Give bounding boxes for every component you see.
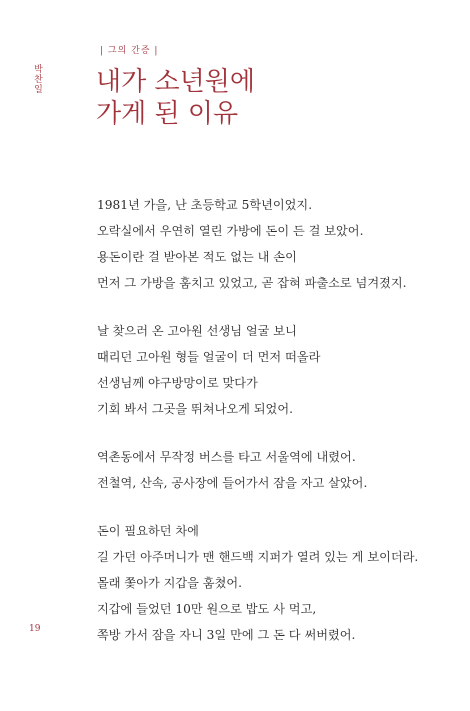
poem-line: 돈이 필요하던 차에 [97,524,199,538]
poem-line: 용돈이란 걸 받아본 적도 없는 내 손이 [97,250,297,264]
poem-line: 지갑에 들었던 10만 원으로 밥도 사 먹고, [97,602,317,616]
poem-line: 1981년 가을, 난 초등학교 5학년이었지. [97,198,313,212]
section-tag: | 그의 간증 | [100,46,159,56]
poem-line: 먼저 그 가방을 훔치고 있었고, 곧 잡혀 파출소로 넘겨졌지. [97,276,407,290]
title-line-2: 가게 된 이유 [96,99,239,129]
poem-body [97,192,457,670]
page-number: 19 [29,624,41,634]
poem-line: 기회 봐서 그곳을 뛰쳐나오게 되었어. [97,402,293,416]
poem-line: 선생님께 야구방망이로 맞다가 [97,376,258,390]
stanza-4 [97,518,457,648]
poem-line: 오락실에서 우연히 열린 가방에 돈이 든 걸 보았어. [97,224,364,238]
poem-line: 몰래 쫓아가 지갑을 훔쳤어. [97,576,243,590]
poem-line: 쪽방 가서 잠을 자니 3일 만에 그 돈 다 써버렸어. [97,628,356,642]
poem-line: 길 가던 아주머니가 맨 핸드백 지퍼가 열려 있는 게 보이더라. [97,550,419,564]
stanza-1 [97,192,457,296]
author-name: 박찬일 [32,64,42,94]
poem-line: 역촌동에서 무작정 버스를 타고 서울역에 내렸어. [97,450,356,464]
stanza-3 [97,444,457,496]
page-title [96,66,255,130]
poem-line: 날 찾으러 온 고아원 선생님 얼굴 보니 [97,324,297,338]
title-line-1: 내가 소년원에 [96,67,255,97]
poem-line: 때리던 고아원 형들 얼굴이 더 먼저 떠올라 [97,350,321,364]
stanza-2 [97,318,457,422]
poem-line: 전철역, 산속, 공사장에 들어가서 잠을 자고 살았어. [97,476,368,490]
